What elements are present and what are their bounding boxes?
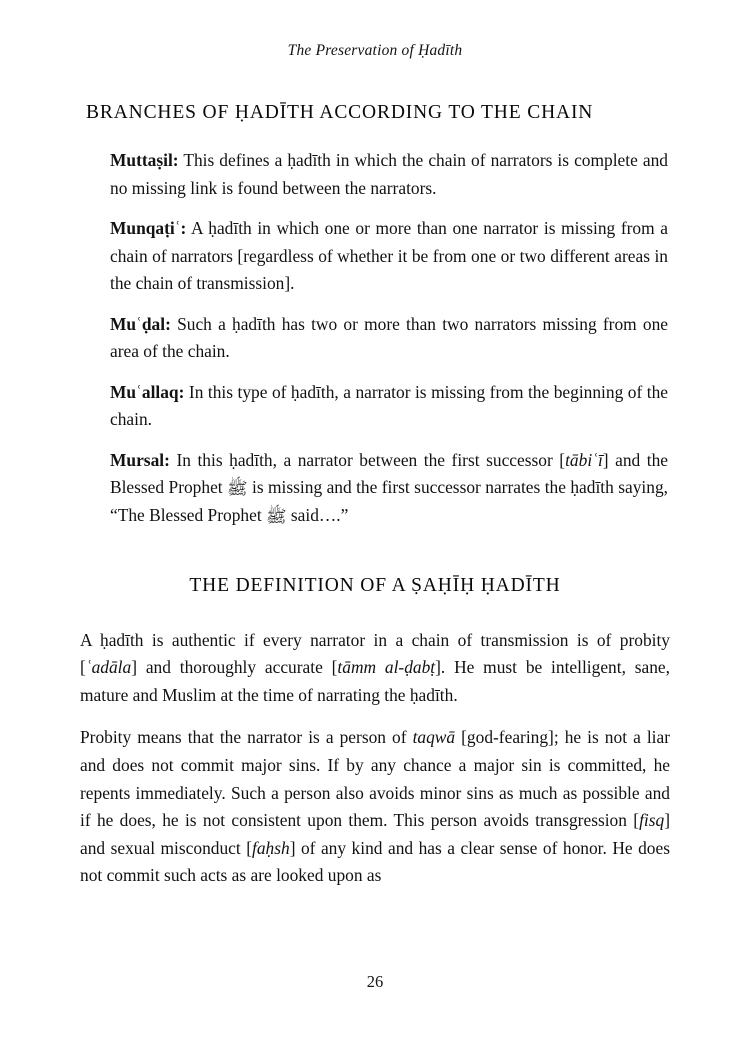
term-label: Muʿallaq: bbox=[110, 381, 185, 402]
definition-muallaq bbox=[110, 379, 668, 434]
paragraph-text: ] of any kind and has a clear sense of honor. He does not commit such acts as are looked upon as bbox=[80, 837, 670, 886]
definition-text: ] and the Blessed Prophet bbox=[110, 449, 669, 498]
paragraph-text: A ḥadīth is authentic if every narrator in a chain of transmission is of probity [ bbox=[80, 629, 670, 678]
transliteration-adala: ʿadāla bbox=[85, 657, 132, 678]
salawat-glyph: ﷺ bbox=[227, 479, 248, 499]
paragraph-text: ]. He must be intelligent, sane, mature and Muslim at the time of narrating the ḥadīth. bbox=[80, 657, 670, 705]
definition-text: This defines a ḥadīth in which the chain of narrators is complete and no missing link is found between the narrators. bbox=[110, 150, 668, 198]
paragraph-text: Probity means that the narrator is a person of bbox=[80, 727, 413, 748]
paragraph-text: ] and thoroughly accurate [ bbox=[131, 657, 338, 678]
definition-text: Such a ḥadīth has two or more than two narrators missing from one area of the chain. bbox=[110, 313, 668, 362]
definition-mudal bbox=[110, 311, 668, 366]
transliteration-fisq: fisq bbox=[639, 810, 665, 831]
definition-muttasil bbox=[110, 147, 668, 202]
definition-mursal bbox=[110, 447, 668, 530]
transliteration-tamm-al-dabt: tāmm al-ḍabṭ bbox=[337, 657, 436, 678]
definition-text: said….” bbox=[286, 504, 349, 525]
running-head: The Preservation of Ḥadīth bbox=[287, 42, 463, 59]
section-heading-sahih-definition: THE DEFINITION OF A ṢAḤĪḤ ḤADĪTH bbox=[189, 575, 561, 597]
transliteration-tabii: tābiʿī bbox=[565, 449, 603, 470]
definition-text: In this ḥadīth, a narrator between the first successor [ bbox=[169, 449, 566, 470]
salawat-glyph: ﷺ bbox=[266, 506, 287, 526]
paragraph-probity bbox=[80, 724, 670, 890]
term-label: Mursal: bbox=[110, 449, 170, 470]
page-number: 26 bbox=[366, 972, 384, 991]
page-content bbox=[80, 100, 670, 890]
section-heading-branches: BRANCHES OF ḤADĪTH ACCORDING TO THE CHAIN bbox=[86, 102, 594, 123]
definition-munqati bbox=[110, 215, 668, 298]
paragraph-text: [god-fearing]; he is not a liar and does not commit major sins. If by any chance a major sin is committed, he repents immediately. Such a person also avoids minor sins as much as possible and if he does, he is not consistent upon them. This person avoids transgression [ bbox=[80, 727, 671, 831]
definition-text: is missing and the first successor narrates the ḥadīth saying, “The Blessed Prophet bbox=[110, 477, 668, 525]
term-label: Muttaṣil: bbox=[110, 150, 179, 171]
transliteration-fahsh: faḥsh bbox=[252, 837, 290, 858]
paragraph-authenticity bbox=[80, 627, 670, 710]
body-block bbox=[80, 627, 670, 890]
paragraph-text: ] and sexual misconduct [ bbox=[80, 810, 670, 858]
transliteration-taqwa: taqwā bbox=[412, 727, 456, 748]
term-label: Muʿḍal: bbox=[110, 313, 171, 334]
term-label: Munqaṭiʿ: bbox=[110, 218, 187, 239]
definition-list bbox=[80, 147, 670, 529]
definition-text: A ḥadīth in which one or more than one narrator is missing from a chain of narrators [regardless of whether it be from one or two different areas in the chain of transmission]. bbox=[110, 218, 668, 294]
definition-text: In this type of ḥadīth, a narrator is missing from the beginning of the chain. bbox=[110, 381, 668, 430]
